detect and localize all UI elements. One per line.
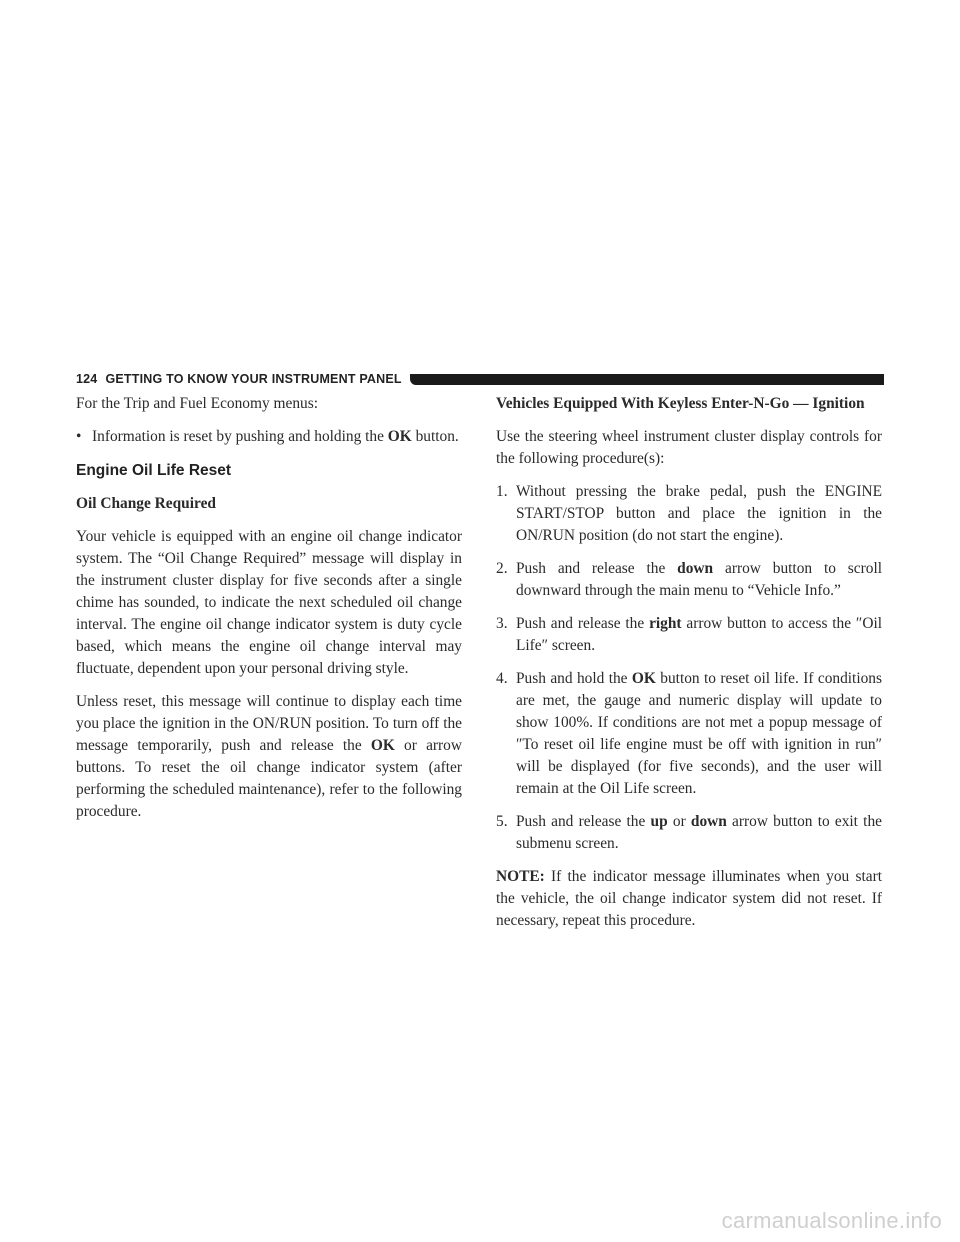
- page-header: [76, 371, 884, 387]
- step-2: 2. Push and release the down arrow button to scroll downward through the main menu to “Vehicle Info.”: [496, 560, 882, 599]
- step-4: 4. Push and hold the OK button to reset oil life. If conditions are met, the gauge and numeric display will update to show 100%. If conditions are not met a popup message of ″To reset oil life engine must be off with ignition in run″ will be displayed (for five seconds), and the user will remain at the Oil Life screen.: [496, 670, 882, 797]
- bullet-bold: OK: [387, 428, 412, 445]
- bullet-text: Information is reset by pushing and holding the: [92, 428, 388, 445]
- right-column: [496, 393, 882, 943]
- intro-text: For the Trip and Fuel Economy menus:: [76, 395, 318, 412]
- paragraph-2: Unless reset, this message will continue to display each time you place the ignition in the ON/RUN position. To turn off the message temporarily, push and release the OK or arrow buttons. To reset the oil change indicator system (after performing the scheduled maintenance), refer to the following procedure.: [76, 693, 462, 820]
- left-column: [76, 393, 462, 834]
- step-1: 1. Without pressing the brake pedal, push the ENGINE START/STOP button and place the ignition in the ON/RUN position (do not start the engine).: [496, 483, 882, 544]
- bullet-item: [76, 426, 462, 448]
- step-3: 3. Push and release the right arrow button to access the ″Oil Life″ screen.: [496, 615, 882, 654]
- header-rule: [410, 374, 884, 385]
- section-title: GETTING TO KNOW YOUR INSTRUMENT PANEL: [105, 372, 402, 386]
- paragraph-1: Your vehicle is equipped with an engine oil change indicator system. The “Oil Change Required” message will display in the instrument cluster display for five seconds after a single chime has sounded, to indicate the next scheduled oil change interval. The engine oil change indicator system is duty cycle based, which means the engine oil change interval may fluctuate, dependent upon your personal driving style.: [76, 528, 462, 677]
- note-text: If the indicator message illuminates when you start the vehicle, the oil change indicator system did not reset. If necessary, repeat this procedure.: [496, 868, 882, 929]
- watermark: carmanualsonline.info: [721, 1208, 942, 1233]
- step-5: 5. Push and release the up or down arrow button to exit the submenu screen.: [496, 813, 882, 852]
- bullet-text-end: button.: [411, 428, 459, 445]
- procedure-intro: Use the steering wheel instrument cluster display controls for the following procedure(s):: [496, 428, 882, 467]
- bullet-icon: •: [76, 428, 82, 445]
- note: [496, 866, 882, 932]
- note-label: NOTE:: [496, 868, 545, 885]
- subheading: Oil Change Required: [76, 495, 216, 512]
- page-number: 124: [76, 372, 98, 386]
- subheading-keyless: Vehicles Equipped With Keyless Enter-N-Go — Ignition: [496, 395, 865, 412]
- section-heading: Engine Oil Life Reset: [76, 462, 232, 479]
